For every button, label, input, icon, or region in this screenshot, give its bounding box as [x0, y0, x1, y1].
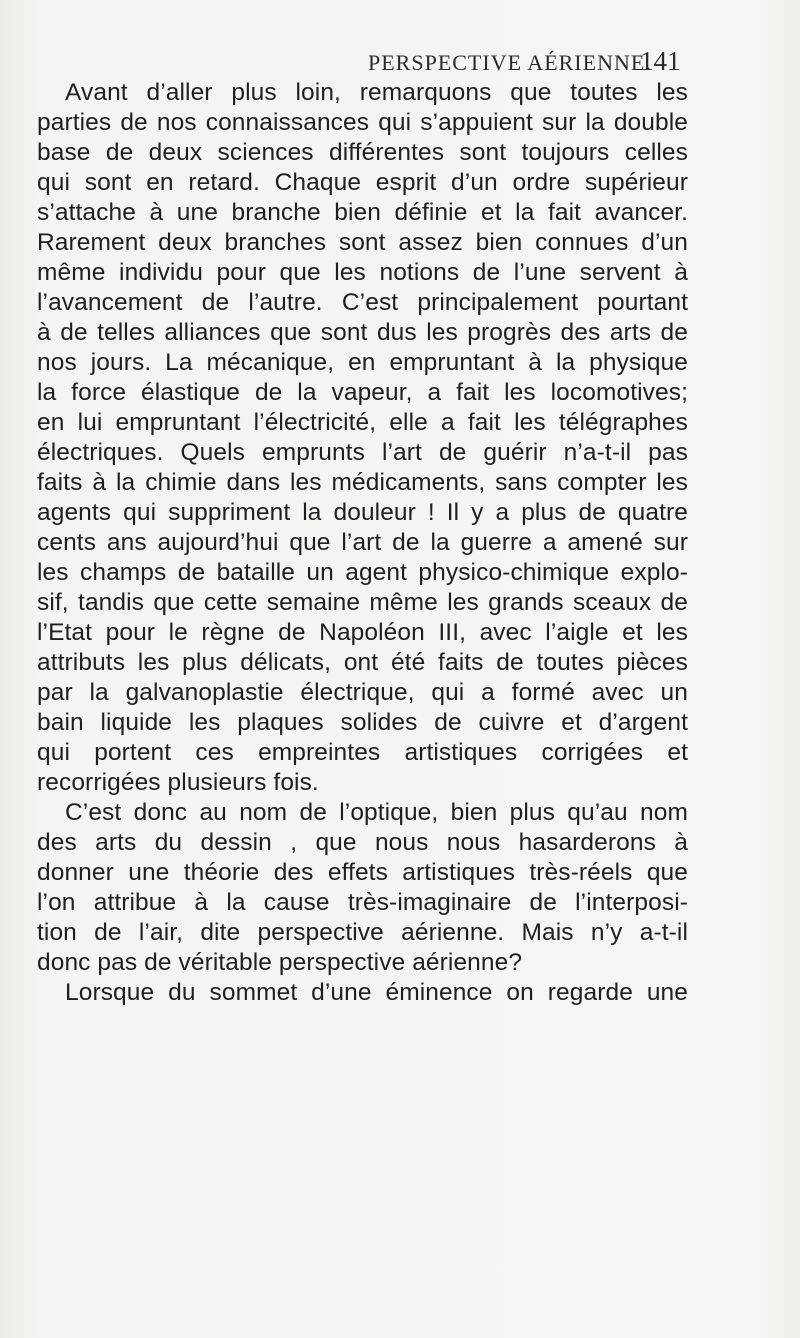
text-line: qui sont en retard. Chaque esprit d’un ordre supérieur — [37, 169, 688, 196]
text-line: agents qui suppriment la douleur ! Il y a plus de quatre — [37, 499, 688, 526]
text-line: par la galvanoplastie électrique, qui a formé avec un — [37, 679, 688, 706]
text-line: attributs les plus délicats, ont été faits de toutes pièces — [37, 649, 688, 676]
text-line: donc pas de véritable perspective aérienne? — [37, 949, 523, 976]
text-line: Avant d’aller plus loin, remarquons que toutes les — [65, 79, 688, 106]
text-line: donner une théorie des effets artistiques très-réels que — [37, 859, 688, 886]
text-line: l’Etat pour le règne de Napoléon III, avec l’aigle et les — [37, 619, 688, 646]
text-line: les champs de bataille un agent physico-chimique explo- — [37, 559, 688, 586]
text-line: électriques. Quels emprunts l’art de guérir n’a-t-il pas — [37, 439, 688, 466]
text-line: même individu pour que les notions de l’une servent à — [37, 259, 688, 286]
text-line: tion de l’air, dite perspective aérienne. Mais n’y a-t-il — [37, 919, 688, 946]
text-line: la force élastique de la vapeur, a fait les locomotives; — [37, 379, 688, 406]
text-line: cents ans aujourd’hui que l’art de la guerre a amené sur — [37, 529, 688, 556]
text-line: nos jours. La mécanique, en empruntant à la physique — [37, 349, 688, 376]
text-line: en lui empruntant l’électricité, elle a fait les télégraphes — [37, 409, 688, 436]
text-line: l’on attribue à la cause très-imaginaire de l’interposi- — [37, 889, 688, 916]
text-line: qui portent ces empreintes artistiques corrigées et — [37, 739, 688, 766]
text-line: faits à la chimie dans les médicaments, sans compter les — [37, 469, 688, 496]
text-line: sif, tandis que cette semaine même les grands sceaux de — [37, 589, 688, 616]
running-head — [0, 36, 800, 76]
running-title: PERSPECTIVE AÉRIENNE. — [368, 50, 652, 75]
text-line: Rarement deux branches sont assez bien connues d’un — [37, 229, 688, 256]
text-line: l’avancement de l’autre. C’est principalement pourtant — [37, 289, 688, 316]
text-line: Lorsque du sommet d’une éminence on regarde une — [65, 979, 688, 1006]
text-line: des arts du dessin , que nous nous hasarderons à — [37, 829, 688, 856]
text-line: à de telles alliances que sont dus les progrès des arts de — [37, 319, 688, 346]
page-number: 141 — [640, 46, 681, 76]
text-line: C’est donc au nom de l’optique, bien plus qu’au nom — [65, 799, 688, 826]
text-line: parties de nos connaissances qui s’appuient sur la double — [37, 109, 688, 136]
text-line: bain liquide les plaques solides de cuivre et d’argent — [37, 709, 688, 736]
text-line: recorrigées plusieurs fois. — [37, 769, 319, 796]
text-line: s’attache à une branche bien définie et la fait avancer. — [37, 199, 688, 226]
text-line: base de deux sciences différentes sont toujours celles — [37, 139, 688, 166]
